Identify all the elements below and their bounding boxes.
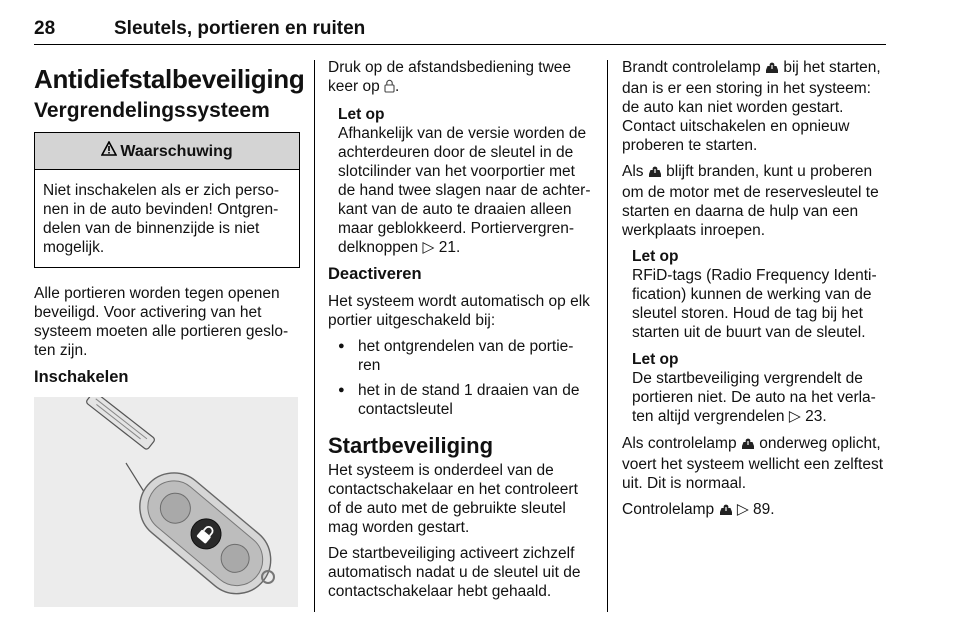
- running-title: Sleutels, portieren en ruiten: [114, 18, 366, 39]
- paragraph: Druk op de afstandsbediening twee keer op .: [328, 58, 594, 98]
- note: [622, 350, 888, 426]
- page-reference-arrow-icon: ▷: [736, 501, 749, 518]
- paragraph: Controlelamp ▷ 89.: [622, 500, 888, 521]
- paragraph: Als controlelamp onderweg oplicht, voert het systeem wellicht een zelftest uit. Dit is normaal.: [622, 435, 884, 492]
- warning-body: Niet inschakelen als er zich perso-nen in de auto bevinden! Ontgren-delen van de binnenzijde is niet mogelijk.: [43, 182, 280, 256]
- paragraph: De startbeveiliging activeert zichzelf automatisch nadat u de sleutel uit de contactschakelaar hebt gehaald.: [328, 545, 581, 600]
- note: [328, 105, 594, 257]
- car-key-warning-lamp-icon: [765, 60, 779, 79]
- note-text: RFiD-tags (Radio Frequency Identi-fication) kunnen de werking van de sleutel storen. Houd de tag bij het starten uit de buurt van de sleutel.: [632, 267, 877, 341]
- page-reference[interactable]: 23.: [805, 408, 827, 425]
- note-text: De startbeveiliging vergrendelt de portieren niet. De auto na het verla-ten altijd vergrendelen: [632, 370, 876, 425]
- note-title: Let op: [632, 351, 679, 368]
- paragraph: Als blijft branden, kunt u proberen om de motor met de reservesleutel te starten en daarna de hulp van een werkplaats inroepen.: [622, 163, 879, 239]
- warning-box: [34, 132, 300, 268]
- warning-triangle-icon: [101, 141, 117, 161]
- column-3: [622, 58, 888, 528]
- car-key-warning-lamp-icon: [719, 502, 733, 521]
- column-2: [328, 58, 594, 608]
- page-reference[interactable]: 21.: [438, 239, 461, 256]
- note-title: Let op: [632, 248, 679, 265]
- column-divider: [314, 60, 315, 612]
- note-title: Let op: [338, 106, 385, 123]
- car-key-warning-lamp-icon: [741, 436, 755, 455]
- warning-heading: [35, 133, 299, 170]
- paragraph: Alle portieren worden tegen openen beveiligd. Voor activering van het systeem moeten alle portieren geslo-ten zijn.: [34, 285, 289, 359]
- section-title: Startbeveiliging: [328, 433, 494, 458]
- subheading-inschakelen: Inschakelen: [34, 368, 129, 386]
- column-1: [34, 58, 305, 607]
- note: [622, 247, 888, 342]
- paragraph: Brandt controlelamp bij het starten, dan is er een storing in het systeem: de auto kan niet worden gestart. Contact uitschakelen en opnieuw proberen te starten.: [622, 59, 881, 154]
- list-item: ● het ontgrendelen van de portie-ren: [328, 337, 594, 375]
- paragraph: Het systeem wordt automatisch op elk portier uitgeschakeld bij:: [328, 293, 590, 329]
- car-key-warning-lamp-icon: [648, 164, 662, 183]
- warning-heading-text: Waarschuwing: [120, 143, 233, 160]
- lock-button-icon: [384, 79, 395, 98]
- page-reference[interactable]: 89.: [753, 501, 775, 518]
- page-reference-arrow-icon: ▷: [422, 239, 435, 256]
- subsection-title: Vergrendelingssysteem: [34, 99, 270, 122]
- subheading-deactiveren: Deactiveren: [328, 265, 422, 283]
- bullet-list: [328, 337, 594, 419]
- key-fob-illustration: [34, 397, 298, 607]
- paragraph: Het systeem is onderdeel van de contactschakelaar en het controleert of de auto met de gebruikte sleutel mag worden gestart.: [328, 462, 578, 536]
- page-number: 28: [34, 18, 56, 39]
- column-divider: [607, 60, 608, 612]
- list-item: ● het in de stand 1 draaien van de contactsleutel: [328, 381, 594, 419]
- note-text: Afhankelijk van de versie worden de achterdeuren door de sleutel in de slotcilinder van het voorportier met de hand twee slagen naar de achter-kant van de auto te draaien alleen maar geblokkeerd. Portiervergren-delknoppen: [338, 125, 591, 256]
- section-title: Antidiefstalbeveiliging: [34, 64, 305, 94]
- page-header: [34, 6, 886, 45]
- page-reference-arrow-icon: ▷: [788, 408, 801, 425]
